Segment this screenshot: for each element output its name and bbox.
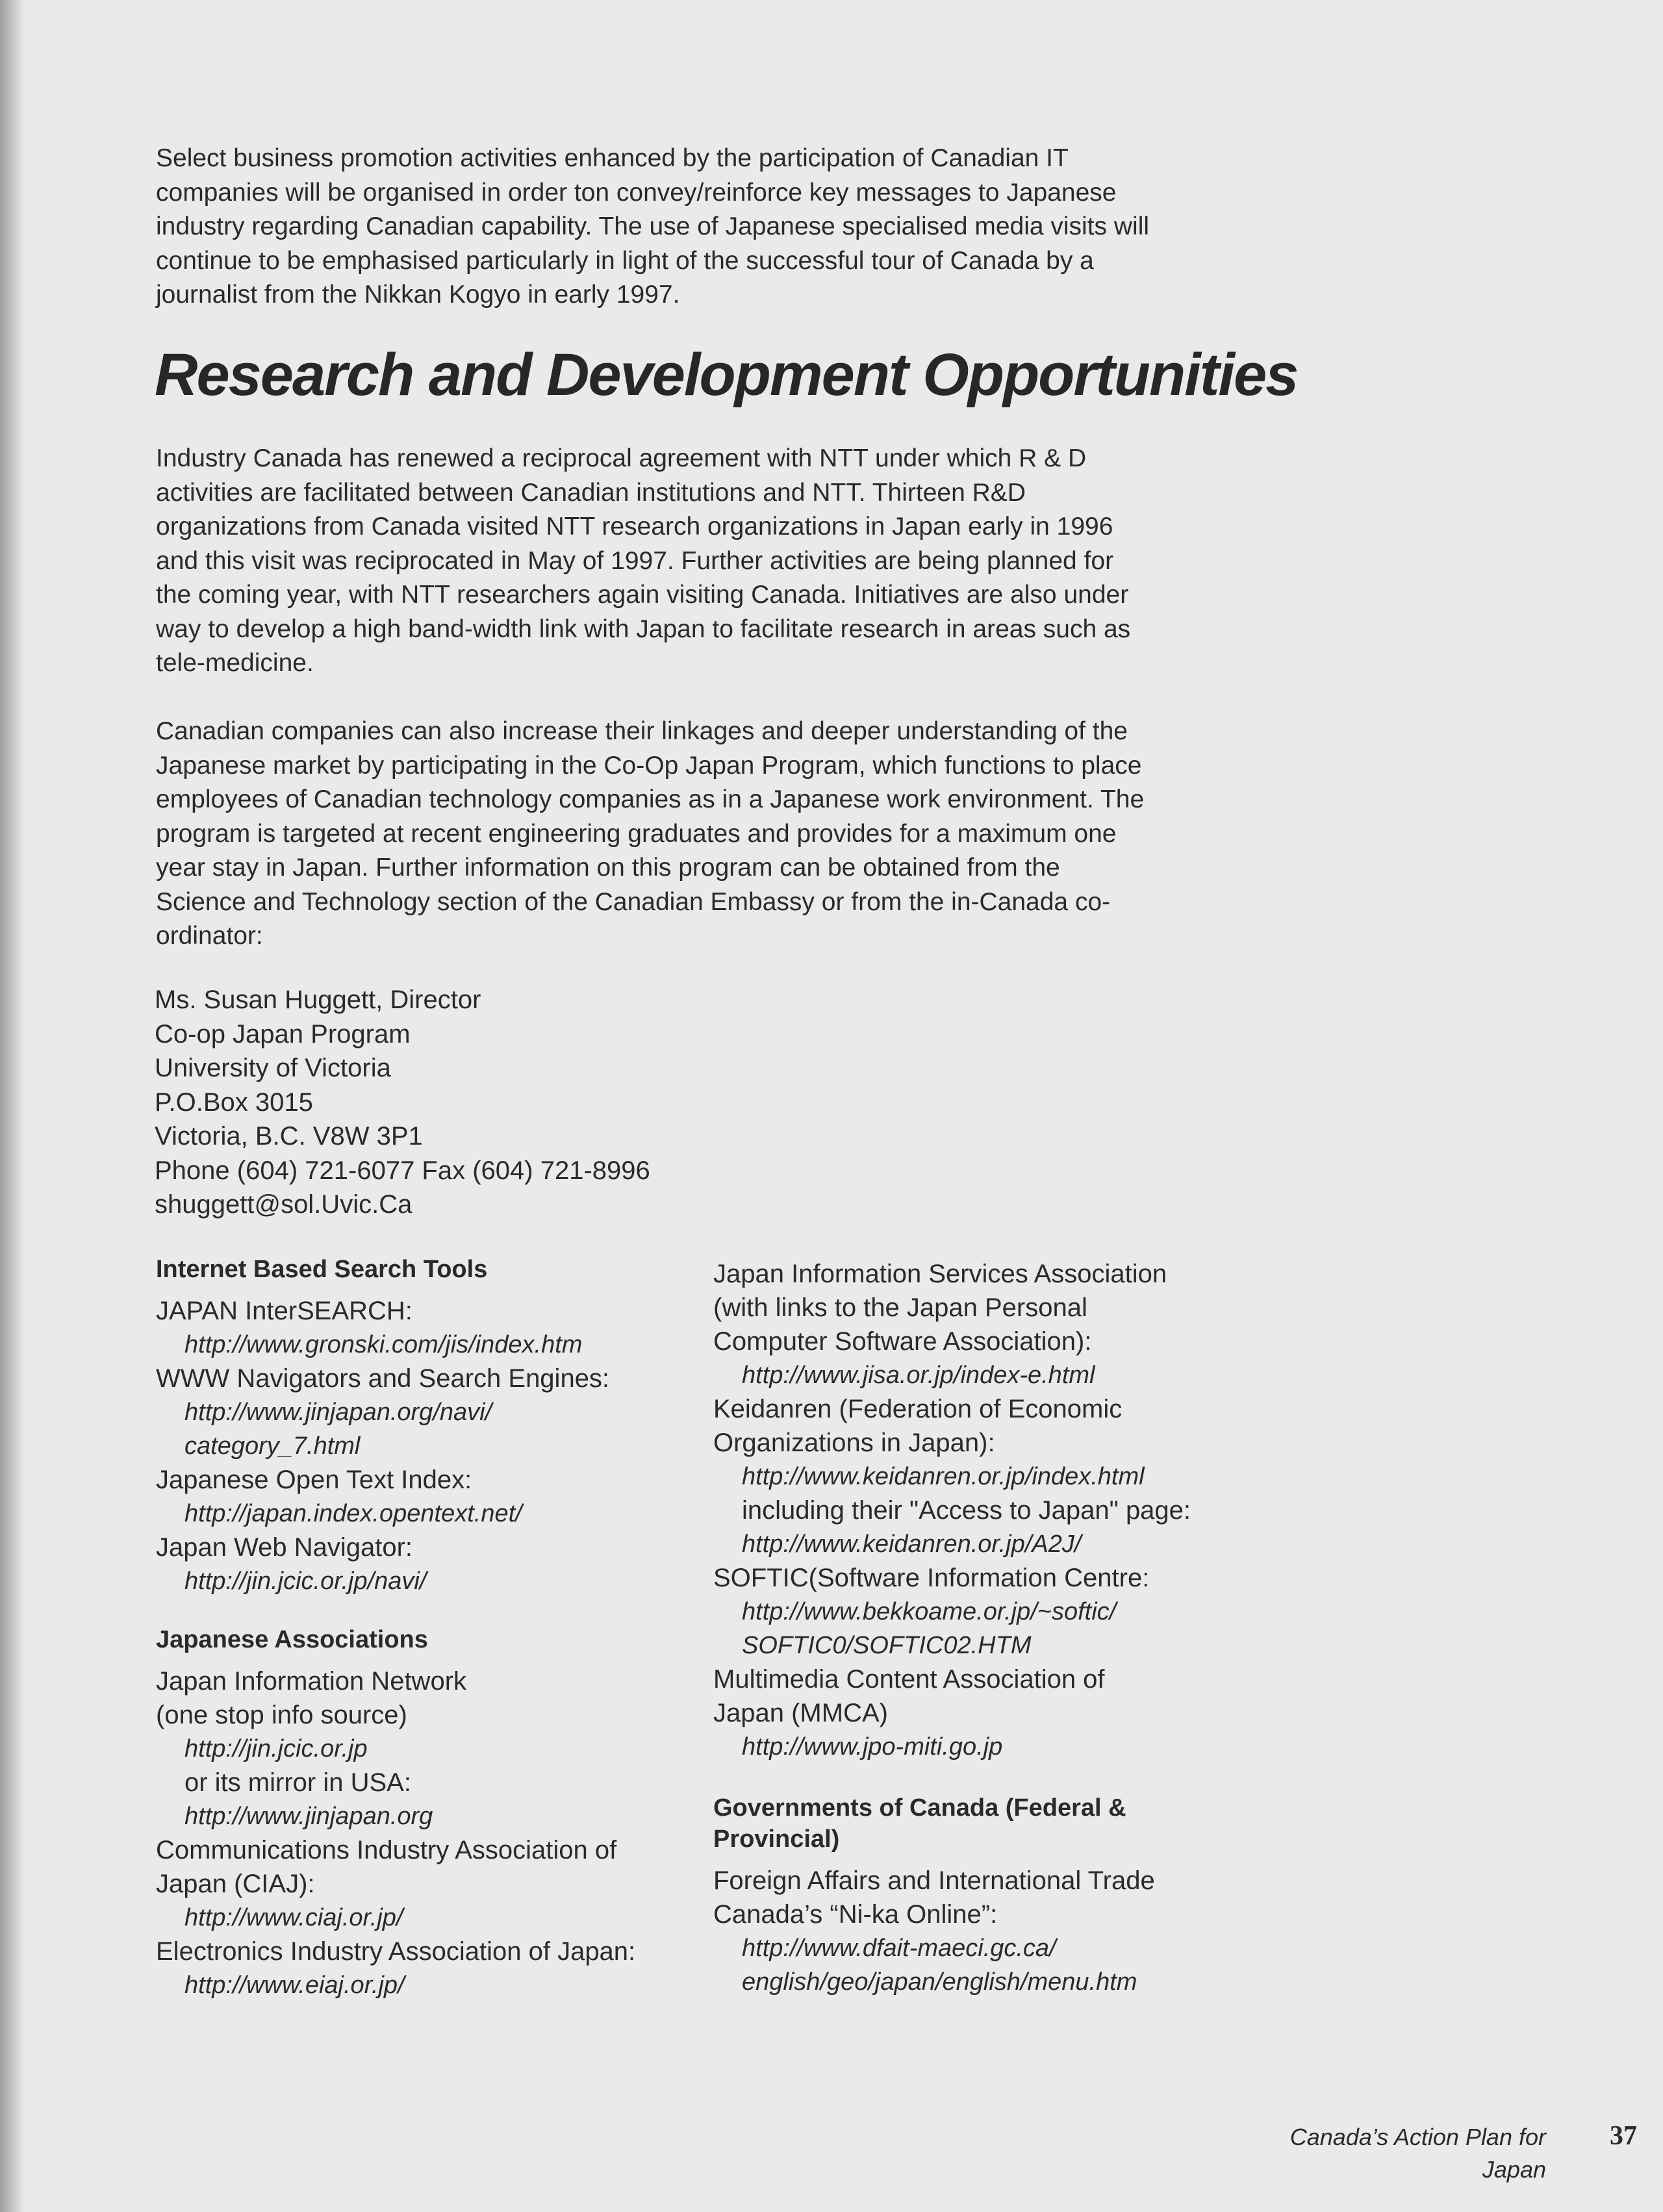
text-line: tele-medicine. bbox=[156, 649, 314, 677]
link-url[interactable]: http://www.keidanren.or.jp/A2J/ bbox=[742, 1531, 1082, 1558]
link-url[interactable]: http://www.jinjapan.org/navi/ bbox=[184, 1399, 492, 1426]
list-item-note: (one stop info source) bbox=[156, 1701, 407, 1729]
left-column bbox=[156, 1254, 689, 2002]
list-item-label: JAPAN InterSEARCH: bbox=[156, 1297, 413, 1325]
link-url[interactable]: http://www.ciaj.or.jp/ bbox=[184, 1904, 403, 1931]
link-url[interactable]: http://www.jpo-miti.go.jp bbox=[742, 1733, 1003, 1761]
text-line: ordinator: bbox=[156, 922, 263, 950]
list-item-label: Japan (MMCA) bbox=[713, 1699, 888, 1727]
list-item-label: Japan Information Services Association bbox=[713, 1260, 1167, 1288]
link-url[interactable]: http://japan.index.opentext.net/ bbox=[184, 1500, 522, 1527]
contact-city: Victoria, B.C. V8W 3P1 bbox=[155, 1122, 423, 1150]
contact-email[interactable]: shuggett@sol.Uvic.Ca bbox=[155, 1190, 413, 1219]
text-line: employees of Canadian technology companies as in a Japanese work environment. The bbox=[156, 785, 1145, 813]
link-url[interactable]: http://jin.jcic.or.jp/navi/ bbox=[184, 1568, 427, 1595]
link-url-continued[interactable]: english/geo/japan/english/menu.htm bbox=[742, 1968, 1137, 1996]
list-item-label: Electronics Industry Association of Japan: bbox=[156, 1937, 636, 1966]
internet-tools-heading: Internet Based Search Tools bbox=[156, 1256, 488, 1283]
link-url[interactable]: http://www.dfait-maeci.gc.ca/ bbox=[742, 1935, 1056, 1962]
contact-university: University of Victoria bbox=[155, 1054, 391, 1082]
list-item-label: (with links to the Japan Personal bbox=[713, 1293, 1087, 1322]
list-item-label: Keidanren (Federation of Economic bbox=[713, 1395, 1123, 1423]
list-item-label: Foreign Affairs and International Trade bbox=[713, 1866, 1155, 1895]
rd-paragraph bbox=[156, 442, 1219, 681]
text-line: companies will be organised in order ton convey/reinforce key messages to Japanese bbox=[156, 178, 1117, 207]
governments-heading-cont: Provincial) bbox=[713, 1825, 840, 1853]
link-url[interactable]: http://www.eiaj.or.jp/ bbox=[184, 1972, 405, 1999]
text-line: continue to be emphasised particularly in light of the successful tour of Canada by a bbox=[156, 246, 1094, 275]
footer-title-line: Japan bbox=[1482, 2156, 1546, 2183]
link-url[interactable]: http://www.bekkoame.or.jp/~softic/ bbox=[742, 1598, 1117, 1625]
list-item-label: Multimedia Content Association of bbox=[713, 1665, 1105, 1694]
contact-program: Co-op Japan Program bbox=[155, 1019, 411, 1049]
associations-heading: Japanese Associations bbox=[156, 1626, 428, 1653]
text-line: activities are facilitated between Canadian institutions and NTT. Thirteen R&D bbox=[156, 478, 1026, 507]
section-heading: Research and Development Opportunities bbox=[155, 342, 1298, 408]
text-line: Select business promotion activities enhanced by the participation of Canadian IT bbox=[156, 144, 1069, 172]
list-item-label: Japan Web Navigator: bbox=[156, 1533, 413, 1562]
list-item-label: Canada’s “Ni-ka Online”: bbox=[713, 1900, 998, 1929]
text-line: Industry Canada has renewed a reciprocal agreement with NTT under which R & D bbox=[156, 444, 1087, 472]
list-item-label: Japan Information Network bbox=[156, 1667, 467, 1696]
link-url[interactable]: http://www.gronski.com/jis/index.htm bbox=[184, 1331, 583, 1358]
link-url-continued[interactable]: category_7.html bbox=[184, 1432, 361, 1460]
list-item-label: SOFTIC(Software Information Centre: bbox=[713, 1564, 1150, 1592]
coop-paragraph bbox=[156, 715, 1219, 954]
text-line: the coming year, with NTT researchers again visiting Canada. Initiatives are also under bbox=[156, 581, 1129, 609]
intro-paragraph bbox=[156, 142, 1219, 312]
list-item-label: Organizations in Japan): bbox=[713, 1429, 995, 1457]
text-line: way to develop a high band-width link with Japan to facilitate research in areas such as bbox=[156, 615, 1131, 643]
contact-address-block bbox=[155, 983, 650, 1222]
list-item-note: or its mirror in USA: bbox=[184, 1768, 411, 1797]
text-line: Canadian companies can also increase their linkages and deeper understanding of the bbox=[156, 717, 1128, 745]
list-item-label: Communications Industry Association of bbox=[156, 1836, 617, 1864]
right-column bbox=[713, 1257, 1272, 1999]
governments-heading: Governments of Canada (Federal & bbox=[713, 1794, 1126, 1822]
text-line: Japanese market by participating in the Co-Op Japan Program, which functions to place bbox=[156, 751, 1142, 780]
text-line: organizations from Canada visited NTT research organizations in Japan early in 1996 bbox=[156, 513, 1113, 540]
list-item-label: Japan (CIAJ): bbox=[156, 1870, 315, 1898]
link-url[interactable]: http://jin.jcic.or.jp bbox=[184, 1735, 368, 1762]
link-url-continued[interactable]: SOFTIC0/SOFTIC02.HTM bbox=[742, 1632, 1032, 1659]
text-line: Science and Technology section of the Canadian Embassy or from the in-Canada co- bbox=[156, 887, 1111, 916]
link-url[interactable]: http://www.keidanren.or.jp/index.html bbox=[742, 1463, 1145, 1490]
footer-title-line: Canada’s Action Plan for bbox=[1289, 2124, 1546, 2150]
list-item-label: Japanese Open Text Index: bbox=[156, 1466, 472, 1494]
footer-document-title bbox=[1290, 2121, 1546, 2186]
text-line: year stay in Japan. Further information on this program can be obtained from the bbox=[156, 854, 1060, 882]
text-line: and this visit was reciprocated in May of 1997. Further activities are being planned for bbox=[156, 546, 1114, 575]
list-item-label: Computer Software Association): bbox=[713, 1327, 1092, 1356]
page-binding-edge bbox=[0, 0, 25, 2212]
text-line: journalist from the Nikkan Kogyo in early 1997. bbox=[156, 281, 680, 309]
list-item-note: including their "Access to Japan" page: bbox=[742, 1496, 1191, 1525]
link-url[interactable]: http://www.jinjapan.org bbox=[184, 1803, 433, 1830]
text-line: industry regarding Canadian capability. The use of Japanese specialised media visits will bbox=[156, 212, 1150, 240]
contact-name: Ms. Susan Huggett, Director bbox=[155, 985, 481, 1014]
text-line: program is targeted at recent engineering graduates and provides for a maximum one bbox=[156, 819, 1117, 848]
contact-po-box: P.O.Box 3015 bbox=[155, 1087, 313, 1117]
list-item-label: WWW Navigators and Search Engines: bbox=[156, 1364, 610, 1393]
contact-phone-fax: Phone (604) 721-6077 Fax (604) 721-8996 bbox=[155, 1156, 650, 1185]
page-number: 37 bbox=[1610, 2121, 1637, 2151]
link-url[interactable]: http://www.jisa.or.jp/index-e.html bbox=[742, 1362, 1095, 1389]
